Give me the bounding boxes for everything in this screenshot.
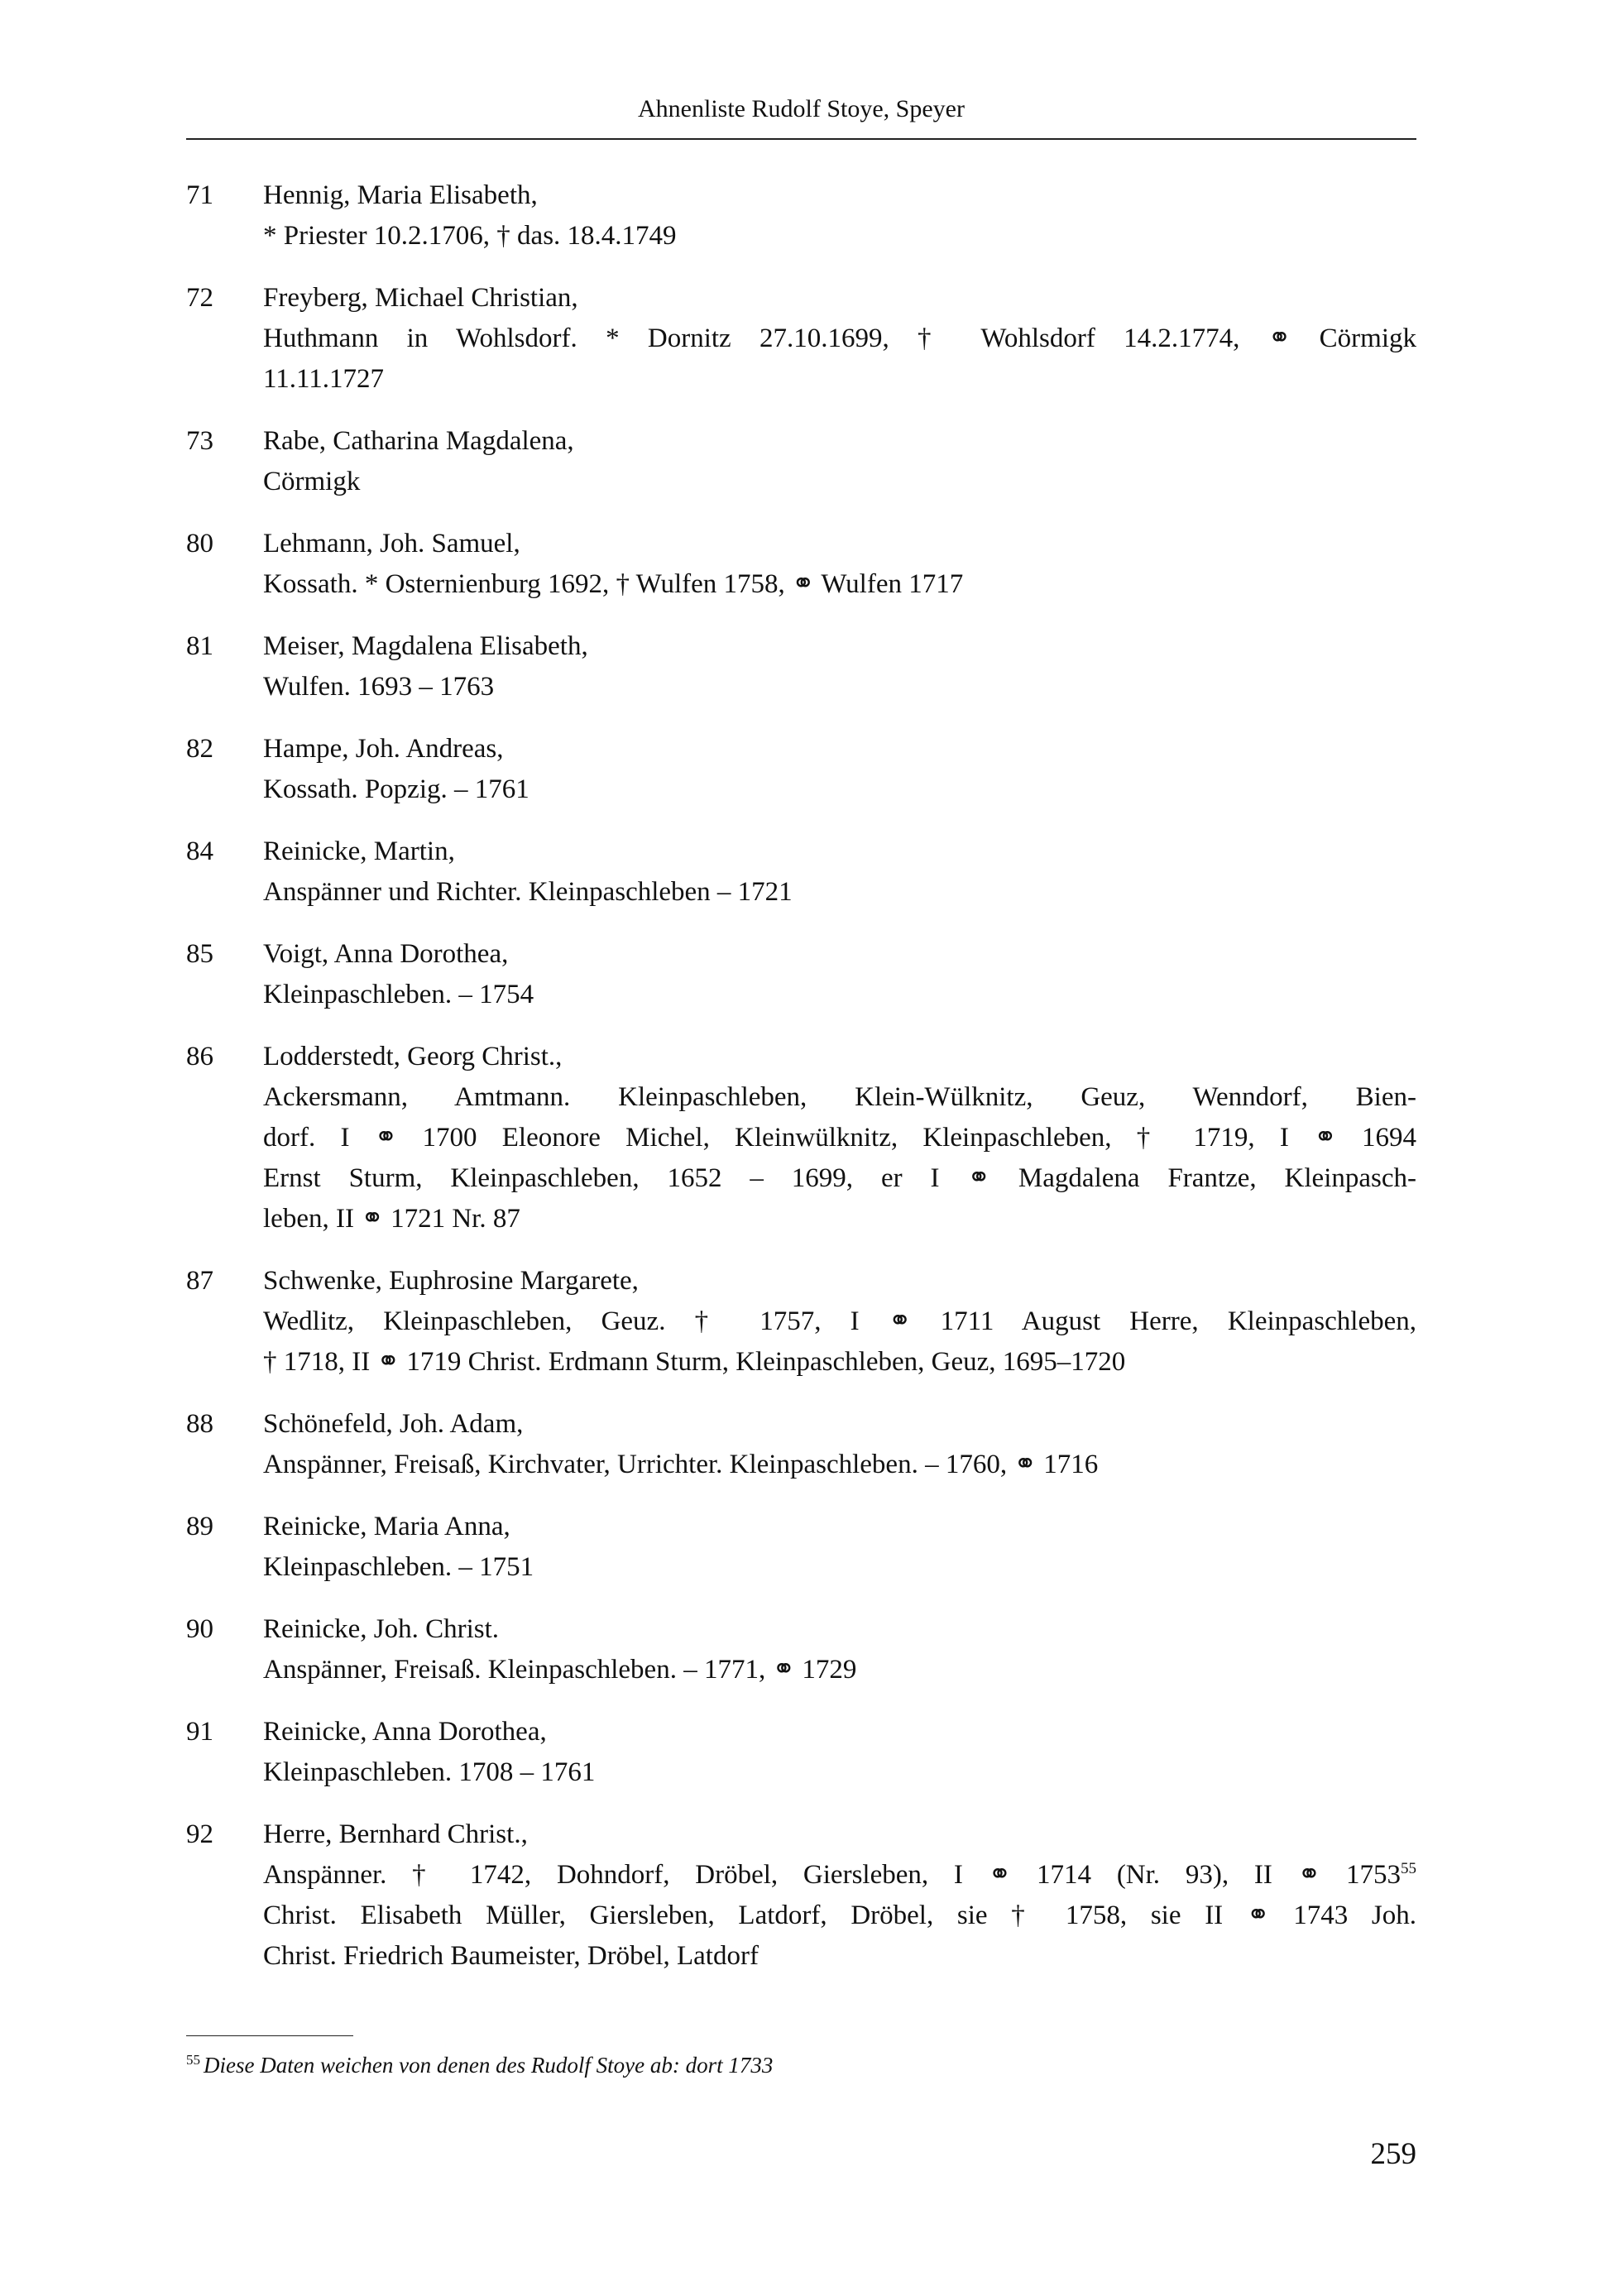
line-text: Anspänner und Richter. Kleinpaschleben – 1721	[263, 877, 793, 907]
entry-detail-line	[263, 1547, 1416, 1588]
line-text: Anspänner, Freisaß, Kirchvater, Urrichter. Kleinpaschleben. – 1760, ⚭ 1716	[263, 1450, 1099, 1479]
line-text: Reinicke, Anna Dorothea,	[263, 1717, 547, 1747]
line-text: Wulfen. 1693 – 1763	[263, 672, 495, 702]
entry-detail-line	[263, 1158, 1416, 1199]
entry-number: 92	[186, 1819, 213, 1849]
entry-number: 85	[186, 939, 213, 969]
entry-name	[263, 1037, 1416, 1077]
line-text: Reinicke, Maria Anna,	[263, 1512, 510, 1541]
entry-detail-line	[263, 872, 1416, 913]
entry-text	[263, 175, 1416, 256]
entry-number: 91	[186, 1717, 213, 1747]
entry-name	[263, 729, 1416, 769]
page-number: 259	[1370, 2137, 1416, 2171]
line-text: Cörmigk	[263, 467, 361, 496]
line-text: * Priester 10.2.1706, † das. 18.4.1749	[263, 221, 677, 251]
entry-name	[263, 1609, 1416, 1650]
ancestor-entry	[186, 278, 1416, 400]
entry-name	[263, 175, 1416, 216]
line-text: Rabe, Catharina Magdalena,	[263, 426, 574, 456]
ancestor-entry	[186, 1404, 1416, 1485]
entry-name	[263, 524, 1416, 564]
line-text: Kleinpaschleben. – 1751	[263, 1552, 534, 1582]
entry-number: 82	[186, 734, 213, 764]
line-text: Meiser, Magdalena Elisabeth,	[263, 631, 588, 661]
entry-detail-line	[263, 359, 1416, 400]
entry-number: 72	[186, 283, 213, 313]
entry-detail-line	[263, 1077, 1416, 1118]
entry-text	[263, 934, 1416, 1015]
entry-text	[263, 1814, 1416, 1977]
ancestor-entry	[186, 1609, 1416, 1690]
entry-text	[263, 1507, 1416, 1588]
entry-name	[263, 1814, 1416, 1855]
entry-detail-line	[263, 319, 1416, 359]
running-header: Ahnenliste Rudolf Stoye, Speyer	[638, 95, 965, 122]
entry-text	[263, 1037, 1416, 1239]
entry-text	[263, 524, 1416, 605]
entry-detail-line	[263, 667, 1416, 707]
entry-number: 88	[186, 1409, 213, 1439]
entry-detail-line	[263, 1301, 1416, 1342]
line-text: Reinicke, Joh. Christ.	[263, 1614, 500, 1644]
footnote-mark: 55	[186, 2052, 200, 2068]
line-text: leben, II ⚭ 1721 Nr. 87	[263, 1204, 520, 1234]
entry-text	[263, 1261, 1416, 1383]
footnote	[186, 2050, 773, 2080]
entry-number: 86	[186, 1042, 213, 1071]
entry-detail-line	[263, 975, 1416, 1015]
entry-number: 87	[186, 1266, 213, 1296]
line-text: Kossath. Popzig. – 1761	[263, 774, 529, 804]
entry-text	[263, 421, 1416, 502]
entry-number: 89	[186, 1512, 213, 1541]
ancestor-entry	[186, 729, 1416, 810]
entry-detail-line	[263, 1650, 1416, 1690]
entry-text	[263, 1404, 1416, 1485]
entry-detail-line	[263, 1936, 1416, 1977]
line-text: Herre, Bernhard Christ.,	[263, 1819, 528, 1849]
entry-name	[263, 1404, 1416, 1445]
entry-name	[263, 1261, 1416, 1301]
line-text: Kleinpaschleben. 1708 – 1761	[263, 1757, 596, 1787]
entry-detail-line	[263, 462, 1416, 502]
entry-text	[263, 626, 1416, 707]
ancestor-entry	[186, 1507, 1416, 1588]
line-text: Christ. Elisabeth Müller, Giersleben, Latdorf, Dröbel, sie † 1758, sie II ⚭ 1743 Joh.	[263, 1901, 1416, 1930]
entry-detail-line	[263, 1445, 1416, 1485]
entry-number: 73	[186, 426, 213, 456]
ancestor-entry	[186, 1712, 1416, 1793]
footnote-rule	[186, 2035, 353, 2036]
line-text: † 1718, II ⚭ 1719 Christ. Erdmann Sturm, Kleinpaschleben, Geuz, 1695–1720	[263, 1347, 1126, 1377]
line-text: Schwenke, Euphrosine Margarete,	[263, 1266, 639, 1296]
line-text: Reinicke, Martin,	[263, 836, 455, 866]
entry-detail-line	[263, 1896, 1416, 1936]
entry-detail-line	[263, 1199, 1416, 1239]
ancestor-entry	[186, 1814, 1416, 1977]
entry-text	[263, 278, 1416, 400]
entry-number: 81	[186, 631, 213, 661]
line-text: Voigt, Anna Dorothea,	[263, 939, 509, 969]
line-text: Schönefeld, Joh. Adam,	[263, 1409, 524, 1439]
line-text: Lodderstedt, Georg Christ.,	[263, 1042, 563, 1071]
entry-text	[263, 729, 1416, 810]
entry-name	[263, 626, 1416, 667]
footnote-reference: 55	[1401, 1860, 1416, 1877]
ancestor-entry	[186, 626, 1416, 707]
ancestor-entry	[186, 934, 1416, 1015]
entry-name	[263, 1507, 1416, 1547]
entry-detail-line	[263, 769, 1416, 810]
entry-text	[263, 1712, 1416, 1793]
entry-name	[263, 278, 1416, 319]
entry-detail-line	[263, 1118, 1416, 1158]
entry-detail-line	[263, 1752, 1416, 1793]
entry-number: 84	[186, 836, 213, 866]
line-text: dorf. I ⚭ 1700 Eleonore Michel, Kleinwülknitz, Kleinpaschleben, † 1719, I ⚭ 1694	[263, 1123, 1416, 1153]
line-text: Ernst Sturm, Kleinpaschleben, 1652 – 1699, er I ⚭ Magdalena Frantze, Kleinpasch-	[263, 1163, 1416, 1193]
entry-detail-line	[263, 1342, 1416, 1383]
entry-number: 71	[186, 180, 213, 210]
entry-name	[263, 421, 1416, 462]
line-text: Ackersmann, Amtmann. Kleinpaschleben, Klein-Wülknitz, Geuz, Wenndorf, Bien-	[263, 1082, 1416, 1112]
line-text: Kleinpaschleben. – 1754	[263, 980, 534, 1009]
ancestor-entry	[186, 1261, 1416, 1383]
entry-name	[263, 832, 1416, 872]
entry-text	[263, 1609, 1416, 1690]
entry-number: 90	[186, 1614, 213, 1644]
footnote-text: Diese Daten weichen von denen des Rudolf Stoye ab: dort 1733	[204, 2053, 774, 2078]
ancestor-list	[186, 175, 1416, 1998]
ancestor-entry	[186, 1037, 1416, 1239]
ancestor-entry	[186, 832, 1416, 913]
line-text: Anspänner. † 1742, Dohndorf, Dröbel, Giersleben, I ⚭ 1714 (Nr. 93), II ⚭ 1753	[263, 1860, 1401, 1890]
line-text: Huthmann in Wohlsdorf. * Dornitz 27.10.1699, † Wohlsdorf 14.2.1774, ⚭ Cörmigk	[263, 324, 1416, 353]
ancestor-entry	[186, 421, 1416, 502]
line-text: Anspänner, Freisaß. Kleinpaschleben. – 1771, ⚭ 1729	[263, 1655, 857, 1685]
ancestor-entry	[186, 524, 1416, 605]
line-text: Kossath. * Osternienburg 1692, † Wulfen 1758, ⚭ Wulfen 1717	[263, 569, 964, 599]
line-text: Freyberg, Michael Christian,	[263, 283, 578, 313]
entry-detail-line	[263, 216, 1416, 256]
line-text: 11.11.1727	[263, 364, 385, 394]
header-rule	[186, 138, 1416, 140]
entry-name	[263, 1712, 1416, 1752]
entry-name	[263, 934, 1416, 975]
entry-detail-line	[263, 564, 1416, 605]
line-text: Hennig, Maria Elisabeth,	[263, 180, 538, 210]
ancestor-entry	[186, 175, 1416, 256]
line-text: Christ. Friedrich Baumeister, Dröbel, Latdorf	[263, 1941, 759, 1971]
entry-text	[263, 832, 1416, 913]
entry-detail-line	[263, 1855, 1416, 1896]
entry-number: 80	[186, 529, 213, 558]
line-text: Lehmann, Joh. Samuel,	[263, 529, 520, 558]
line-text: Hampe, Joh. Andreas,	[263, 734, 504, 764]
line-text: Wedlitz, Kleinpaschleben, Geuz. † 1757, I ⚭ 1711 August Herre, Kleinpaschleben,	[263, 1306, 1416, 1336]
